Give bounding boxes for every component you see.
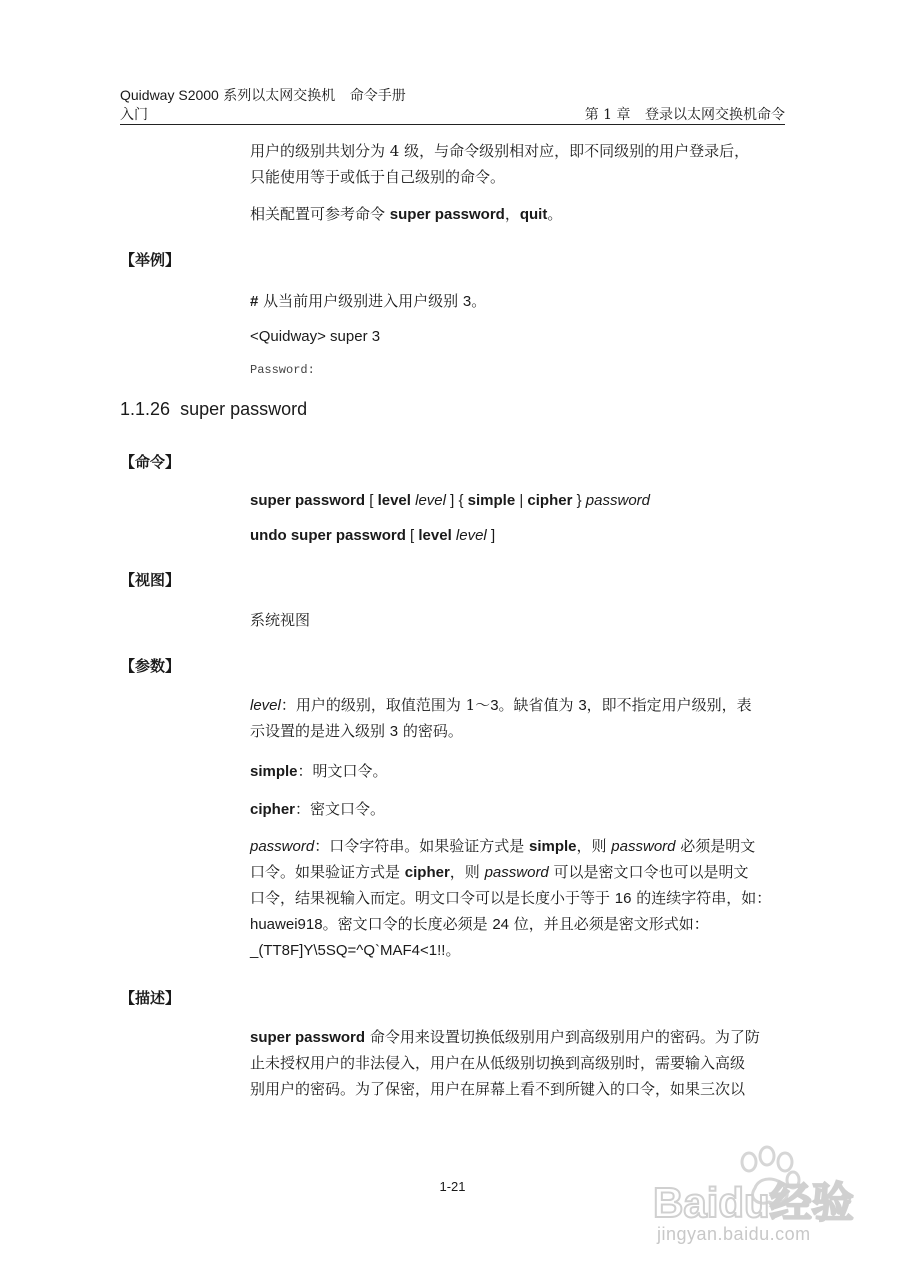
param-password-line-2 <box>250 859 785 886</box>
header-product: Quidway S2000 <box>120 87 219 103</box>
example-comment-text: 从当前用户级别进入用户级别 <box>258 292 463 310</box>
example-password-prompt: Password: <box>250 363 315 377</box>
header-divider <box>120 124 785 125</box>
syntax-arg-level: level <box>410 492 446 509</box>
param-level-line-2 <box>250 718 785 745</box>
header-part: 入门 <box>120 107 148 123</box>
syntax-brace: ] { <box>445 492 468 509</box>
syntax-kw-super-password: super password <box>250 492 366 509</box>
related-end: 。 <box>547 205 563 223</box>
syntax-kw-cipher: cipher <box>527 492 573 509</box>
param-simple-name: simple <box>250 763 298 780</box>
intro-line-1: 用户的级别共划分为 4 级，与命令级别相对应，即不同级别的用户登录后， <box>250 142 750 160</box>
syntax-kw-undo-super-password: undo super password <box>250 527 406 544</box>
pw-l5-end: 。 <box>445 941 461 959</box>
example-hash: # <box>250 293 259 310</box>
pw-l1-password: password <box>611 838 676 855</box>
description-l1: 命令用来设置切换低级别用户到高级别用户的密码。为了防 <box>365 1028 760 1046</box>
view-text: 系统视图 <box>250 611 311 629</box>
related-cmd-quit: quit <box>519 206 548 223</box>
syntax-bracket-close-2: ] <box>486 527 496 544</box>
param-level-desc-5: 的密码。 <box>398 722 463 740</box>
description-line-3: 别用户的密码。为了保密，用户在屏幕上看不到所键入的口令，如果三次以 <box>250 1080 746 1098</box>
param-level-three: 3 <box>389 723 399 740</box>
pw-l3a: 口令，结果视输入而定。明文口令可以是长度小于等于 <box>250 889 615 907</box>
description-cmd: super password <box>250 1029 366 1046</box>
syntax-kw-level-2: level <box>418 527 452 544</box>
param-password-name: password <box>250 838 315 855</box>
param-simple <box>250 758 785 785</box>
syntax-kw-level: level <box>377 492 411 509</box>
pw-l1-simple: simple <box>528 838 577 855</box>
param-level-desc-4: 示设置的是进入级别 <box>250 722 390 740</box>
related-commands <box>250 201 785 228</box>
watermark-logo-text: Baidu经验 <box>653 1179 854 1226</box>
pw-l4b: 位，并且必须是密文形式如： <box>509 915 709 933</box>
example-comment-end: 。 <box>471 292 487 310</box>
param-level-max: 3 <box>490 697 499 714</box>
pw-l2a: 口令。如果验证方式是 <box>250 863 405 881</box>
syntax-arg-password: password <box>585 492 650 509</box>
syntax-bracket: [ <box>365 492 378 509</box>
example-command-line: <Quidway> super 3 <box>250 328 381 345</box>
page-number: 1-21 <box>439 1179 466 1194</box>
param-simple-desc: ：明文口令。 <box>297 762 388 780</box>
section-title: super password <box>180 399 308 419</box>
param-cipher-name: cipher <box>250 801 296 818</box>
header-chapter-title: 登录以太网交换机命令 <box>645 107 785 123</box>
param-cipher <box>250 796 785 823</box>
pw-l2-password: password <box>484 864 549 881</box>
related-cmd-super-password: super password <box>389 206 505 223</box>
description-line-2: 止未授权用户的非法侵入，用户在从低级别切换到高级别时，需要输入高级 <box>250 1054 746 1072</box>
pw-l2b: ，则 <box>449 863 485 881</box>
command-syntax-line-2 <box>250 523 785 549</box>
example-heading: 【举例】 <box>120 251 181 269</box>
pw-l4a: 。密文口令的长度必须是 <box>322 915 493 933</box>
pw-l2c: 可以是密文口令也可以是明文 <box>548 863 749 881</box>
description-line-1 <box>250 1024 785 1051</box>
pw-l1b: ，则 <box>576 837 612 855</box>
description-heading: 【描述】 <box>120 989 181 1007</box>
pw-l1c: 必须是明文 <box>675 837 756 855</box>
baidu-watermark <box>647 1140 854 1250</box>
param-level-default: 3 <box>578 697 587 714</box>
pw-l1a: ：口令字符串。如果验证方式是 <box>314 837 529 855</box>
pw-l2-cipher: cipher <box>404 864 450 881</box>
header-title <box>120 86 406 105</box>
param-level-name: level <box>250 697 281 714</box>
header-manual: 命令手册 <box>349 88 406 104</box>
watermark-url: jingyan.baidu.com <box>657 1224 811 1244</box>
pw-l4-24: 24 <box>492 916 510 933</box>
example-comment-num: 3 <box>462 293 472 310</box>
section-number: 1.1.26 <box>120 399 171 419</box>
command-heading: 【命令】 <box>120 453 181 471</box>
param-level-line-1 <box>250 692 785 719</box>
param-password-line-4 <box>250 911 785 938</box>
syntax-pipe: | <box>515 492 528 509</box>
view-heading: 【视图】 <box>120 571 181 589</box>
section-heading <box>120 398 307 420</box>
param-password-line-3 <box>250 885 785 912</box>
syntax-bracket-2: [ <box>405 527 419 544</box>
intro-line-2: 只能使用等于或低于自己级别的命令。 <box>250 168 506 186</box>
pw-l5-example: _(TT8F]Y\5SQ=^Q`MAF4<1!! <box>250 942 446 959</box>
param-cipher-desc: ：密文口令。 <box>295 800 386 818</box>
params-heading: 【参数】 <box>120 657 181 675</box>
syntax-brace-close: } <box>572 492 586 509</box>
param-level-desc-2: 。缺省值为 <box>498 696 579 714</box>
pw-l3-16: 16 <box>614 890 632 907</box>
header-chapter-number: 第 1 章 <box>584 107 631 123</box>
command-syntax-line-1 <box>250 488 785 514</box>
header-series: 系列以太网交换机 <box>223 88 336 104</box>
param-level-desc-1: ：用户的级别，取值范围为 1～ <box>280 696 491 714</box>
param-password-line-5 <box>250 937 785 964</box>
header-chapter <box>585 106 785 124</box>
syntax-kw-simple: simple <box>467 492 516 509</box>
param-level-desc-3: ，即不指定用户级别，表 <box>586 696 752 714</box>
related-prefix: 相关配置可参考命令 <box>250 205 386 223</box>
pw-l4-example: huawei918 <box>250 916 323 933</box>
example-comment <box>250 288 785 315</box>
syntax-arg-level-2: level <box>451 527 487 544</box>
param-password-line-1 <box>250 833 785 860</box>
related-sep: ， <box>504 205 520 223</box>
pw-l3b: 的连续字符串，如： <box>631 889 772 907</box>
